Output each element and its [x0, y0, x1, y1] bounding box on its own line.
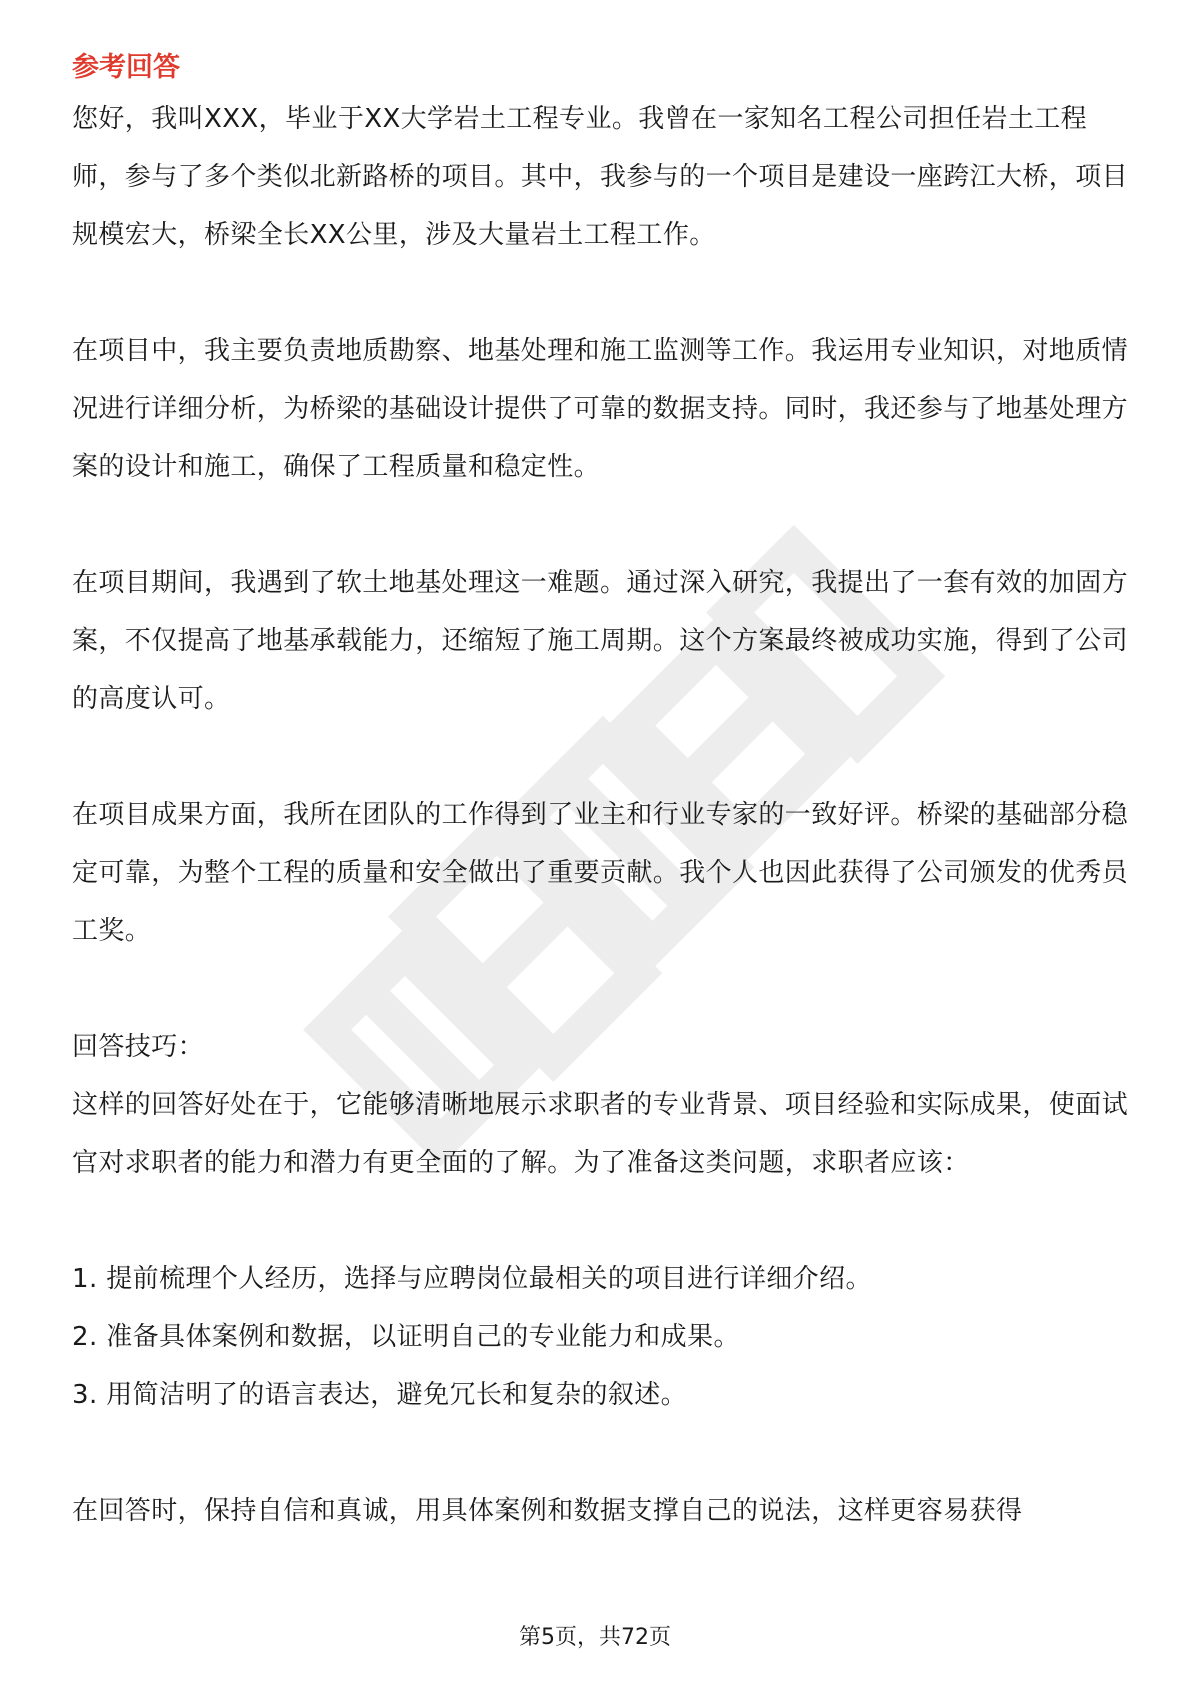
- paragraph-tips-body: 这样的回答好处在于，它能够清晰地展示求职者的专业背景、项目经验和实际成果，使面试官对求职者的能力和潜力有更全面的了解。为了准备这类问题，求职者应该：: [72, 1090, 1129, 1178]
- paragraph-gap: [72, 264, 1132, 322]
- paragraph-gap: [72, 496, 1132, 554]
- list-item: 1. 提前梳理个人经历，选择与应聘岗位最相关的项目进行详细介绍。: [72, 1264, 872, 1294]
- paragraph-gap: [72, 1424, 1132, 1482]
- list-item: 2. 准备具体案例和数据，以证明自己的专业能力和成果。: [72, 1322, 740, 1352]
- section-title: 参考回答: [72, 52, 180, 83]
- paragraph-closing: 在回答时，保持自信和真诚，用具体案例和数据支撑自己的说法，这样更容易获得: [72, 1496, 1023, 1526]
- paragraph-gap: [72, 1192, 1132, 1250]
- tips-list: [72, 1250, 1132, 1424]
- page-number: 第5页，共72页: [519, 1625, 671, 1650]
- paragraph-results: 在项目成果方面，我所在团队的工作得到了业主和行业专家的一致好评。桥梁的基础部分稳定可靠，为整个工程的质量和安全做出了重要贡献。我个人也因此获得了公司颁发的优秀员工奖。: [72, 800, 1129, 946]
- paragraph-challenge: 在项目期间，我遇到了软土地基处理这一难题。通过深入研究，我提出了一套有效的加固方案，不仅提高了地基承载能力，还缩短了施工周期。这个方案最终被成功实施，得到了公司的高度认可。: [72, 568, 1129, 714]
- paragraph-gap: [72, 728, 1132, 786]
- document-content: [72, 48, 1132, 1540]
- list-item: 3. 用简洁明了的语言表达，避免冗长和复杂的叙述。: [72, 1380, 688, 1410]
- tips-heading: 回答技巧：: [72, 1032, 205, 1062]
- paragraph-gap: [72, 960, 1132, 1018]
- paragraph-intro: 您好，我叫XXX，毕业于XX大学岩土工程专业。我曾在一家知名工程公司担任岩土工程师，参与了多个类似北新路桥的项目。其中，我参与的一个项目是建设一座跨江大桥，项目规模宏大，桥梁全长XX公里，涉及大量岩土工程工作。: [72, 104, 1129, 250]
- paragraph-role: 在项目中，我主要负责地质勘察、地基处理和施工监测等工作。我运用专业知识，对地质情况进行详细分析，为桥梁的基础设计提供了可靠的数据支持。同时，我还参与了地基处理方案的设计和施工，确保了工程质量和稳定性。: [72, 336, 1129, 482]
